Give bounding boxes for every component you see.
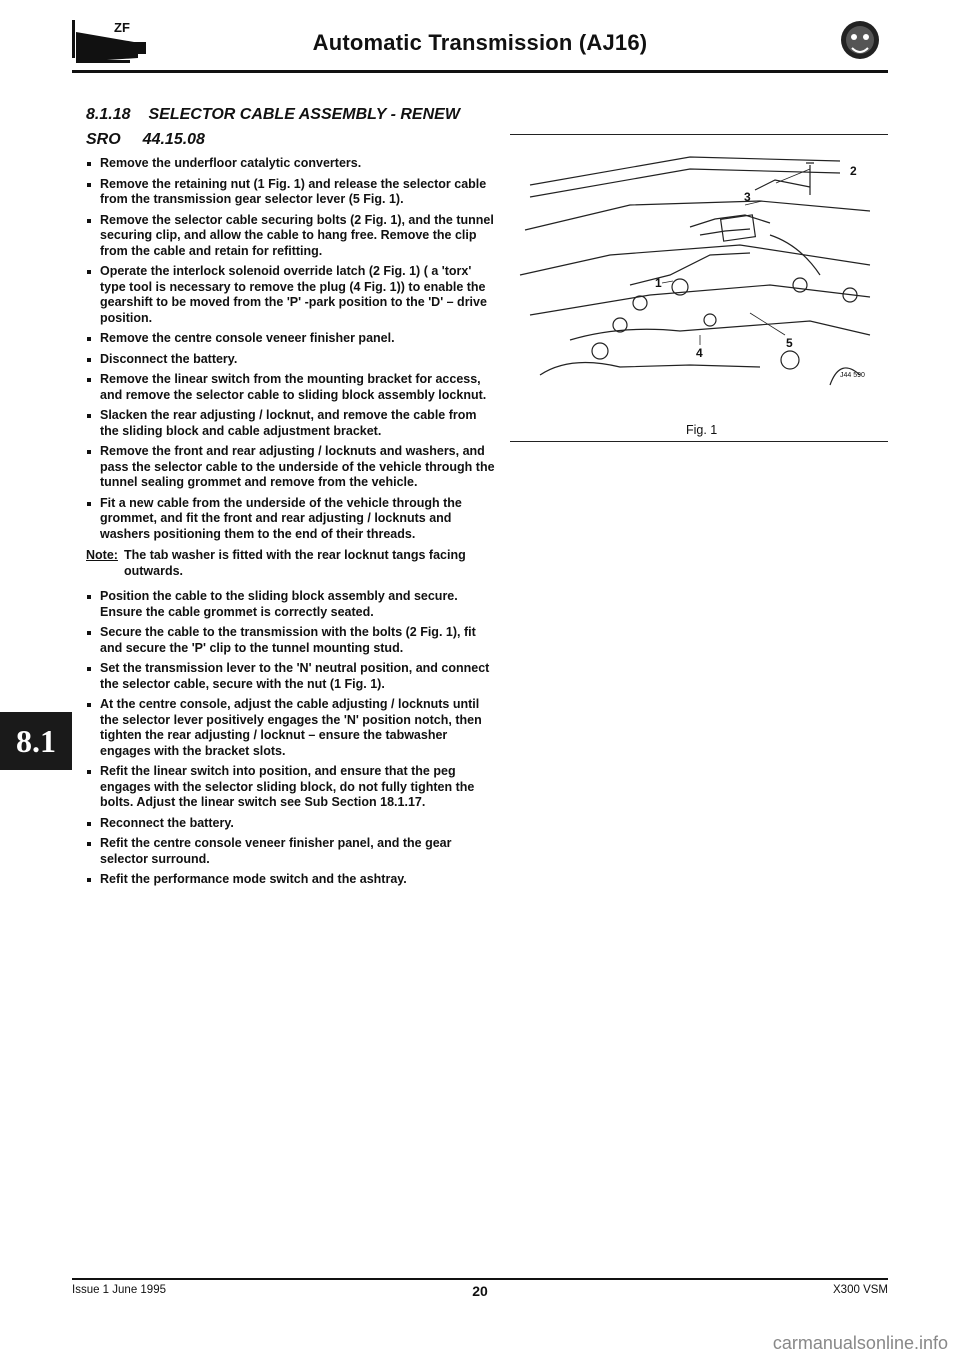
figure-frame bbox=[510, 134, 888, 442]
header-rule bbox=[72, 70, 888, 73]
step-item: Fit a new cable from the underside of the vehicle through the grommet, and fit the front and rear adjusting / locknuts and washers positioning them to the end of their threads. bbox=[86, 496, 496, 543]
issue-date: Issue 1 June 1995 bbox=[72, 1284, 166, 1296]
callout-4: 4 bbox=[696, 346, 703, 360]
step-item: Disconnect the battery. bbox=[86, 352, 496, 368]
callout-2: 2 bbox=[850, 164, 857, 178]
step-item: Refit the centre console veneer finisher panel, and the gear selector surround. bbox=[86, 836, 496, 867]
sro-line bbox=[86, 131, 205, 149]
step-item: Remove the underfloor catalytic converters. bbox=[86, 156, 496, 172]
figure-ref-number: J44 590 bbox=[840, 372, 865, 379]
section-tab: 8.1 bbox=[0, 712, 72, 770]
step-item: Position the cable to the sliding block assembly and secure. Ensure the cable grommet is correctly seated. bbox=[86, 589, 496, 620]
document-code: X300 VSM bbox=[833, 1284, 888, 1296]
step-item: Remove the front and rear adjusting / locknuts and washers, and pass the selector cable to the underside of the vehicle through the tunnel sealing grommet and remove from the vehicle. bbox=[86, 444, 496, 491]
step-item: Remove the selector cable securing bolts (2 Fig. 1), and the tunnel securing clip, and allow the cable to hang free. Remove the clip from the cable and retain for refitting. bbox=[86, 213, 496, 260]
step-item: Slacken the rear adjusting / locknut, and remove the cable from the sliding block and cable adjustment bracket. bbox=[86, 408, 496, 439]
step-item: Set the transmission lever to the 'N' neutral position, and connect the selector cable, secure with the nut (1 Fig. 1). bbox=[86, 661, 496, 692]
jaguar-emblem-icon bbox=[838, 18, 882, 64]
footer-rule bbox=[72, 1278, 888, 1280]
zf-brand-text: ZF bbox=[114, 20, 130, 35]
sro-code: 44.15.08 bbox=[142, 131, 205, 148]
page-title: Automatic Transmission (AJ16) bbox=[312, 30, 648, 55]
step-item: Operate the interlock solenoid override latch (2 Fig. 1) ( a 'torx' type tool is necessary to remove the plug (4 Fig. 1)) to enable the gearshift to be moved from the 'P' -park position to the 'D' – drive position. bbox=[86, 264, 496, 326]
note-label: Note: bbox=[86, 548, 118, 562]
sro-label: SRO bbox=[86, 131, 121, 148]
step-item: Remove the centre console veneer finisher panel. bbox=[86, 331, 496, 347]
step-item: Refit the performance mode switch and the ashtray. bbox=[86, 872, 496, 888]
callout-1: 1 bbox=[655, 276, 662, 290]
section-title-text: SELECTOR CABLE ASSEMBLY - RENEW bbox=[148, 106, 460, 123]
callout-3: 3 bbox=[744, 190, 751, 204]
figure-caption: Fig. 1 bbox=[686, 423, 718, 437]
step-item: Reconnect the battery. bbox=[86, 816, 496, 832]
section-heading bbox=[86, 106, 460, 124]
page-number: 20 bbox=[472, 1283, 488, 1299]
step-item: Refit the linear switch into position, and ensure that the peg engages with the selector sliding block, do not fully tighten the bolts. Adjust the linear switch see Sub Section 18.1.17. bbox=[86, 764, 496, 811]
step-item: At the centre console, adjust the cable adjusting / locknuts until the selector lever positively engages the 'N' position notch, then tighten the rear adjusting / locknut – ensure the tabwasher engages with the bracket slots. bbox=[86, 697, 496, 759]
procedure-steps bbox=[86, 156, 496, 893]
callout-5: 5 bbox=[786, 336, 793, 350]
note-text: The tab washer is fitted with the rear locknut tangs facing outwards. bbox=[124, 548, 466, 578]
selector-cable-illustration bbox=[510, 135, 888, 441]
step-item: Secure the cable to the transmission with the bolts (2 Fig. 1), fit and secure the 'P' clip to the tunnel mounting stud. bbox=[86, 625, 496, 656]
watermark: carmanualsonline.info bbox=[772, 1333, 948, 1353]
step-item: Remove the retaining nut (1 Fig. 1) and release the selector cable from the transmission gear selector lever (5 Fig. 1). bbox=[86, 177, 496, 208]
step-item: Remove the linear switch from the mounting bracket for access, and remove the selector cable to sliding block assembly locknut. bbox=[86, 372, 496, 403]
note bbox=[86, 548, 496, 579]
section-number: 8.1.18 bbox=[86, 106, 131, 123]
